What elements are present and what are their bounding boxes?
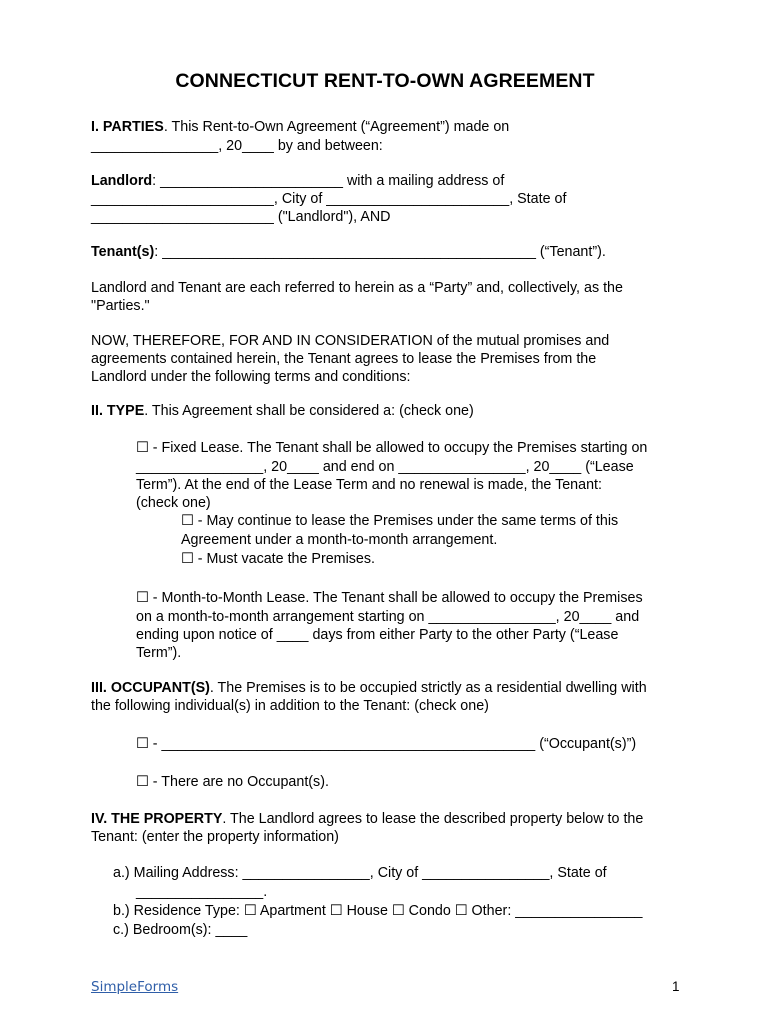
landlord-label: Landlord [91, 173, 153, 189]
parties-line-1: I. PARTIES. This Rent-to-Own Agreement (“Agreement”) made on [91, 119, 510, 135]
occupant-names-checkbox-line[interactable]: ☐ - _______________________________________________ (“Occupant(s)”) [136, 736, 637, 752]
parties-line-2: ________________, 20____ by and between: [91, 138, 383, 154]
mailing-address-line-2: ________________. [136, 884, 268, 900]
landlord-line-2: _______________________, City of _______________________, State of [91, 191, 567, 207]
continue-lease-checkbox-line[interactable]: ☐ - May continue to lease the Premises under the same terms of this [181, 513, 619, 529]
vacate-checkbox-line[interactable]: ☐ - Must vacate the Premises. [181, 551, 375, 567]
residence-type-line[interactable]: b.) Residence Type: ☐ Apartment ☐ House ☐ Condo ☐ Other: ________________ [113, 903, 643, 919]
fixed-lease-checkbox-line[interactable]: ☐ - Fixed Lease. The Tenant shall be allowed to occupy the Premises starting on [136, 440, 648, 456]
tenant-label: Tenant(s) [91, 244, 155, 260]
occupants-line-2: the following individual(s) in addition to the Tenant: (check one) [91, 698, 489, 714]
monthly-lease-checkbox-line[interactable]: ☐ - Month-to-Month Lease. The Tenant shall be allowed to occupy the Premises [136, 590, 643, 606]
monthly-lease-line-2: on a month-to-month arrangement starting on ________________, 20____ and [136, 609, 640, 625]
continue-lease-line-2: Agreement under a month-to-month arrangement. [181, 532, 498, 548]
consideration-line-1: NOW, THEREFORE, FOR AND IN CONSIDERATION of the mutual promises and [91, 333, 610, 349]
page-number: 1 [672, 979, 680, 994]
property-heading: IV. THE PROPERTY [91, 811, 223, 827]
simpleforms-link[interactable]: SimpleForms [91, 979, 179, 995]
property-line-1: IV. THE PROPERTY. The Landlord agrees to lease the described property below to the [91, 811, 644, 827]
mailing-address-line: a.) Mailing Address: ________________, City of ________________, State of [113, 865, 607, 881]
no-occupants-checkbox-line[interactable]: ☐ - There are no Occupant(s). [136, 774, 329, 790]
property-line-2: Tenant: (enter the property information) [91, 829, 339, 845]
monthly-lease-line-3: ending upon notice of ____ days from either Party to the other Party (“Lease [136, 627, 619, 643]
consideration-line-2: agreements contained herein, the Tenant agrees to lease the Premises from the [91, 351, 597, 367]
landlord-line-3: _______________________ ("Landlord"), AND [91, 209, 391, 225]
fixed-lease-line-4: (check one) [136, 495, 211, 511]
parties-heading: I. PARTIES [91, 119, 164, 135]
type-intro: II. TYPE. This Agreement shall be considered a: (check one) [91, 403, 474, 419]
tenant-line: Tenant(s): _______________________________________________ (“Tenant”). [91, 244, 606, 260]
consideration-line-3: Landlord under the following terms and conditions: [91, 369, 411, 385]
landlord-line-1: Landlord: _______________________ with a mailing address of [91, 173, 505, 189]
bedrooms-line: c.) Bedroom(s): ____ [113, 922, 248, 938]
party-definition-line-2: "Parties." [91, 298, 150, 314]
occupants-line-1: III. OCCUPANT(S). The Premises is to be occupied strictly as a residential dwelling with [91, 680, 647, 696]
fixed-lease-line-2: ________________, 20____ and end on ________________, 20____ (“Lease [136, 459, 634, 475]
occupants-heading: III. OCCUPANT(S) [91, 680, 210, 696]
fixed-lease-line-3: Term”). At the end of the Lease Term and no renewal is made, the Tenant: [136, 477, 602, 493]
type-heading: II. TYPE [91, 403, 145, 419]
monthly-lease-line-4: Term”). [136, 645, 182, 661]
party-definition-line-1: Landlord and Tenant are each referred to herein as a “Party” and, collectively, as the [91, 280, 623, 296]
document-title: CONNECTICUT RENT-TO-OWN AGREEMENT [175, 70, 595, 92]
